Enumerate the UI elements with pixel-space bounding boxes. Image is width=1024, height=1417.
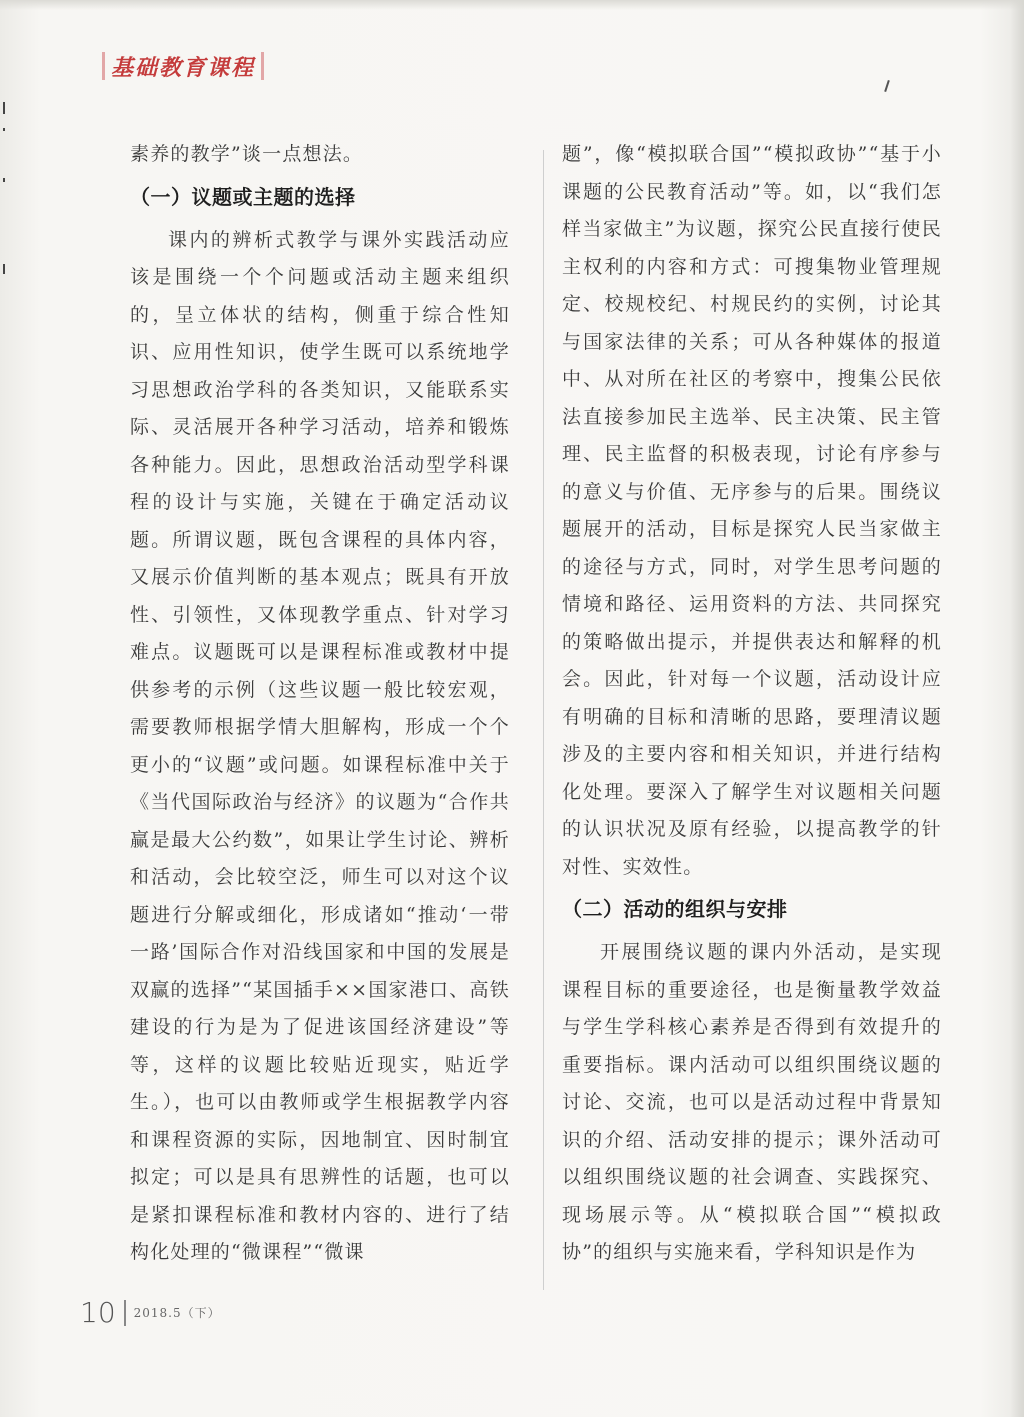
scan-mark: [3, 264, 5, 274]
header-bar-right: [261, 52, 264, 80]
scan-edge-top: [0, 0, 1024, 10]
running-header: [102, 48, 264, 84]
footer-separator: [124, 1300, 126, 1326]
left-column: [130, 136, 510, 1272]
section-heading-1: （一）议题或主题的选择: [130, 184, 356, 209]
page-footer: [80, 1296, 221, 1329]
page-number: 10: [80, 1296, 116, 1329]
issue-label: 2018.5（下）: [133, 1306, 221, 1320]
pen-mark: [884, 80, 890, 92]
section1-paragraph-continued: 题”，像“模拟联合国”“模拟政协”“基于小课题的公民教育活动”等。如，以“我们怎样当家做主”为议题，探究公民直接行使民主权利的内容和方式：可搜集物业管理规定、校规校纪、村规民约的实例，讨论其与国家法律的关系；可从各种媒体的报道中、从对所在社区的考察中，搜集公民依法直接参加民主选举、民主决策、民主管理、民主监督的积极表现，讨论有序参与的意义与价值、无序参与的后果。围绕议题展开的活动，目标是探究人民当家做主的途径与方式，同时，对学生思考问题的情境和路径、运用资料的方法、共同探究的策略做出提示，并提供表达和解释的机会。因此，针对每一个议题，活动设计应有明确的目标和清晰的思路，要理清议题涉及的主要内容和相关知识，并进行结构化处理。要深入了解学生对议题相关问题的认识状况及原有经验，以提高教学的针对性、实效性。: [562, 143, 942, 878]
scan-mark: [3, 178, 5, 182]
column-divider: [543, 150, 544, 1290]
intro-line: 素养的教学”谈一点想法。: [130, 143, 364, 165]
scan-edge-right: [1010, 0, 1024, 1417]
scan-mark: [3, 128, 5, 131]
journal-title: 基础教育课程: [111, 54, 256, 81]
right-column: [562, 136, 942, 1272]
section-heading-2: （二）活动的组织与安排: [562, 897, 788, 921]
section2-paragraph: 开展围绕议题的课内外活动，是实现课程目标的重要途径，也是衡量教学效益与学生学科核心素养是否得到有效提升的重要指标。课内活动可以组织围绕议题的讨论、交流，也可以是活动过程中背景知识的介绍、活动安排的提示；课外活动可以组织围绕议题的社会调查、实践探究、现场展示等。从“模拟联合国”“模拟政协”的组织与实施来看，学科知识是作为: [562, 941, 942, 1263]
section1-paragraph: 课内的辨析式教学与课外实践活动应该是围绕一个个问题或活动主题来组织的，呈立体状的结构，侧重于综合性知识、应用性知识，使学生既可以系统地学习思想政治学科的各类知识，又能联系实际、灵活展开各种学习活动，培养和锻炼各种能力。因此，思想政治活动型学科课程的设计与实施，关键在于确定活动议题。所谓议题，既包含课程的具体内容，又展示价值判断的基本观点；既具有开放性、引领性，又体现教学重点、针对学习难点。议题既可以是课程标准或教材中提供参考的示例（这些议题一般比较宏观，需要教师根据学情大胆解构，形成一个个更小的“议题”或问题。如课程标准中关于《当代国际政治与经济》的议题为“合作共赢是最大公约数”，如果让学生讨论、辨析和活动，会比较空泛，师生可以对这个议题进行分解或细化，形成诸如“推动‘一带一路’国际合作对沿线国家和中国的发展是双赢的选择”“某国插手××国家港口、高铁建设的行为是为了促进该国经济建设”等等，这样的议题比较贴近现实，贴近学生。），也可以由教师或学生根据教学内容和课程资源的实际，因地制宜、因时制宜拟定；可以是具有思辨性的话题，也可以是紧扣课程标准和教材内容的、进行了结构化处理的“微课程”“微课: [130, 228, 510, 1263]
scan-mark: [3, 102, 5, 114]
